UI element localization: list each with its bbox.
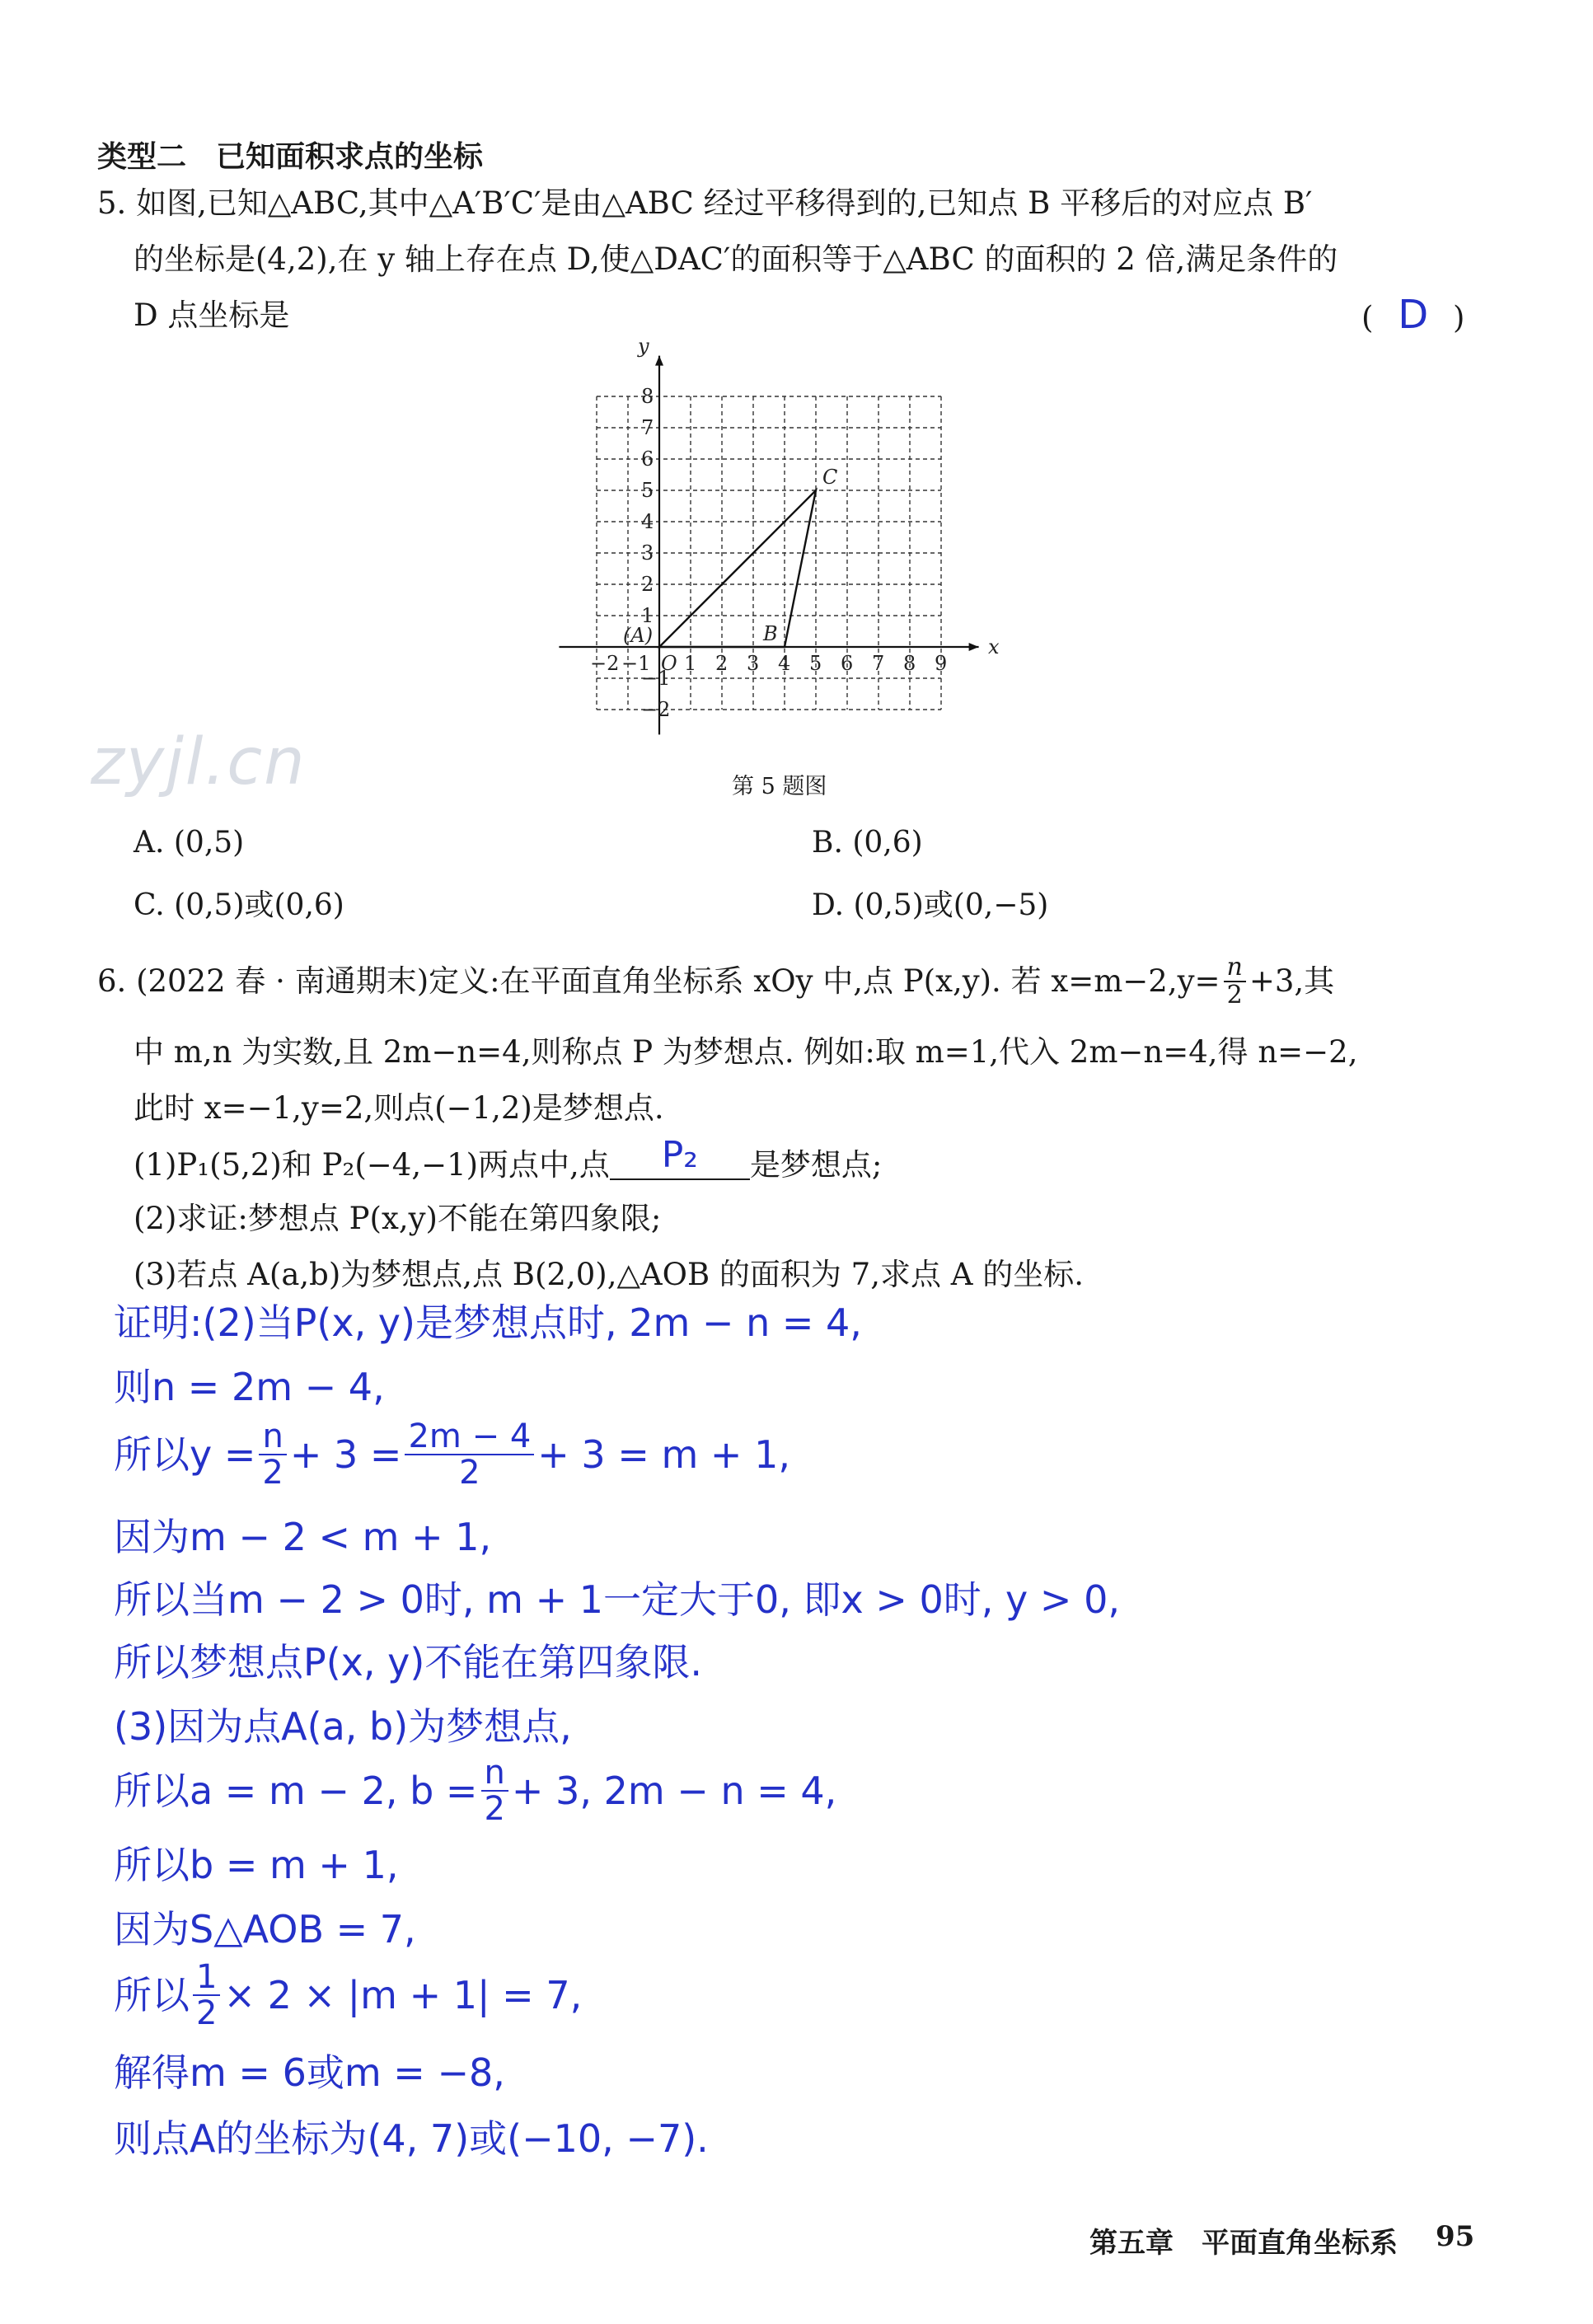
x-tick-label: 4 [778, 652, 791, 675]
y-tick-label: −1 [641, 667, 671, 690]
y-tick-label: 7 [641, 416, 654, 439]
solution-line-10: 因为S△AOB = 7, [114, 1907, 416, 1952]
footer-chapter: 第五章 平面直角坐标系 [1089, 2227, 1398, 2260]
q6-line3: 此时 x=−1,y=2,则点(−1,2)是梦想点. [134, 1090, 664, 1126]
answer-blank [610, 1134, 750, 1180]
sol3-frac1-den: 2 [262, 1454, 283, 1492]
sol3-mid: + 3 = [289, 1432, 402, 1477]
option-a: A. (0,5) [134, 826, 245, 860]
q6-line2: 中 m,n 为实数,且 2m−n=4,则称点 P 为梦想点. 例如:取 m=1,代入 2m−n=4,得 n=−2, [134, 1034, 1358, 1070]
q5-line2: 的坐标是(4,2),在 y 轴上存在点 D,使△DAC′的面积等于△ABC 的面积的 2 倍,满足条件的 [134, 241, 1338, 277]
sol11-pre: 所以 [114, 1973, 190, 2017]
sol11-post: × 2 × |m + 1| = 7, [223, 1973, 583, 2017]
blank-answer: P₂ [661, 1134, 698, 1176]
y-tick-label: 3 [641, 541, 654, 565]
solution-line-4: 因为m − 2 < m + 1, [114, 1515, 492, 1559]
solution-line-3 [114, 1419, 790, 1490]
sol3-frac2-num: 2m − 4 [405, 1419, 534, 1455]
sol11-frac-den: 2 [196, 1994, 218, 2032]
solution-line-5: 所以当m − 2 > 0时, m + 1一定大于0, 即x > 0时, y > 0, [114, 1577, 1120, 1622]
sol8-frac [480, 1755, 508, 1826]
q6-fraction-den: 2 [1226, 980, 1243, 1010]
solution-line-11 [114, 1960, 582, 2031]
y-tick-label: 2 [641, 573, 654, 596]
figure-caption: 第 5 题图 [732, 774, 827, 799]
x-tick-label: 8 [903, 652, 916, 675]
sol8-frac-den: 2 [484, 1790, 505, 1828]
x-tick-label: 5 [809, 652, 822, 675]
x-tick-label: 6 [841, 652, 854, 675]
sol3-frac2-den: 2 [459, 1454, 480, 1492]
q6-sub3: (3)若点 A(a,b)为梦想点,点 B(2,0),△AOB 的面积为 7,求点 A 的坐标. [134, 1257, 1084, 1292]
solution-line-6: 所以梦想点P(x, y)不能在第四象限. [114, 1640, 702, 1684]
bracket-left: ( [1361, 300, 1374, 335]
q6-line1-text: 6. (2022 春 · 南通期末)定义:在平面直角坐标系 xOy 中,点 P(x,y). 若 x=m−2,y= [97, 963, 1221, 999]
q5-line1: 5. 如图,已知△ABC,其中△A′B′C′是由△ABC 经过平移得到的,已知点 B 平移后的对应点 B′ [97, 185, 1313, 221]
x-axis-label: x [988, 635, 1000, 658]
x-tick-label: 1 [684, 652, 697, 675]
q6-line1 [97, 954, 1334, 1008]
q6-line1-tail: +3,其 [1249, 963, 1335, 999]
y-tick-label: 4 [641, 510, 654, 533]
sol3-frac1 [259, 1419, 286, 1490]
x-axis-arrow [969, 643, 979, 651]
sol3-frac2 [405, 1419, 534, 1490]
y-axis-arrow [655, 356, 663, 366]
sol8-frac-num: n [481, 1755, 508, 1792]
q5-answer: D [1398, 292, 1429, 338]
q5-line3: D 点坐标是 [134, 298, 290, 333]
sol3-frac1-num: n [259, 1419, 286, 1455]
y-tick-label: 1 [641, 604, 654, 627]
solution-line-1: 证明:(2)当P(x, y)是梦想点时, 2m − n = 4, [114, 1300, 862, 1345]
x-tick-label: −2 [590, 652, 620, 675]
q6-sub1-tail: 是梦想点; [749, 1147, 883, 1183]
sol3-pre: 所以y = [114, 1432, 256, 1477]
x-tick-label: −1 [621, 652, 651, 675]
x-tick-label: 2 [715, 652, 729, 675]
y-tick-label: −2 [641, 698, 671, 721]
sol11-frac-num: 1 [193, 1960, 220, 1996]
q6-sub1-text: (1)P₁(5,2)和 P₂(−4,−1)两点中,点 [134, 1147, 610, 1183]
watermark: zyjl.cn [91, 725, 307, 799]
solution-line-12: 解得m = 6或m = −8, [114, 2050, 505, 2095]
solution-line-9: 所以b = m + 1, [114, 1843, 399, 1887]
section-title: 类型二 已知面积求点的坐标 [97, 140, 484, 174]
sol8-post: + 3, 2m − n = 4, [511, 1769, 837, 1813]
option-c: C. (0,5)或(0,6) [134, 888, 344, 922]
q6-sub1 [134, 1134, 883, 1183]
y-tick-label: 8 [641, 385, 654, 408]
solution-line-13: 则点A的坐标为(4, 7)或(−10, −7). [114, 2116, 709, 2161]
bracket-right: ) [1452, 300, 1465, 335]
y-axis-label: y [638, 334, 649, 358]
origin-label: O [661, 652, 677, 675]
sol11-frac [193, 1960, 220, 2031]
q6-sub2: (2)求证:梦想点 P(x,y)不能在第四象限; [134, 1201, 662, 1236]
solution-line-7: (3)因为点A(a, b)为梦想点, [114, 1704, 572, 1749]
option-d: D. (0,5)或(0,−5) [812, 888, 1049, 922]
y-tick-label: 6 [641, 447, 654, 471]
y-tick-label: 5 [641, 479, 654, 502]
point-b-label: B [763, 622, 778, 645]
q6-fraction [1224, 954, 1246, 1008]
page-number: 95 [1436, 2220, 1475, 2253]
sol3-post: + 3 = m + 1, [537, 1432, 790, 1477]
point-a-label: (A) [623, 624, 654, 647]
option-b: B. (0,6) [812, 826, 923, 860]
q5-answer-bracket [1361, 292, 1465, 338]
solution-line-8 [114, 1755, 836, 1826]
x-tick-label: 3 [747, 652, 760, 675]
sol8-pre: 所以a = m − 2, b = [114, 1769, 478, 1813]
solution-line-2: 则n = 2m − 4, [114, 1365, 385, 1409]
x-tick-label: 9 [935, 652, 948, 675]
triangle-abc [659, 490, 816, 647]
x-tick-label: 7 [872, 652, 885, 675]
point-c-label: C [822, 466, 838, 489]
coordinate-figure [552, 334, 1014, 742]
q6-fraction-num: n [1224, 954, 1246, 982]
